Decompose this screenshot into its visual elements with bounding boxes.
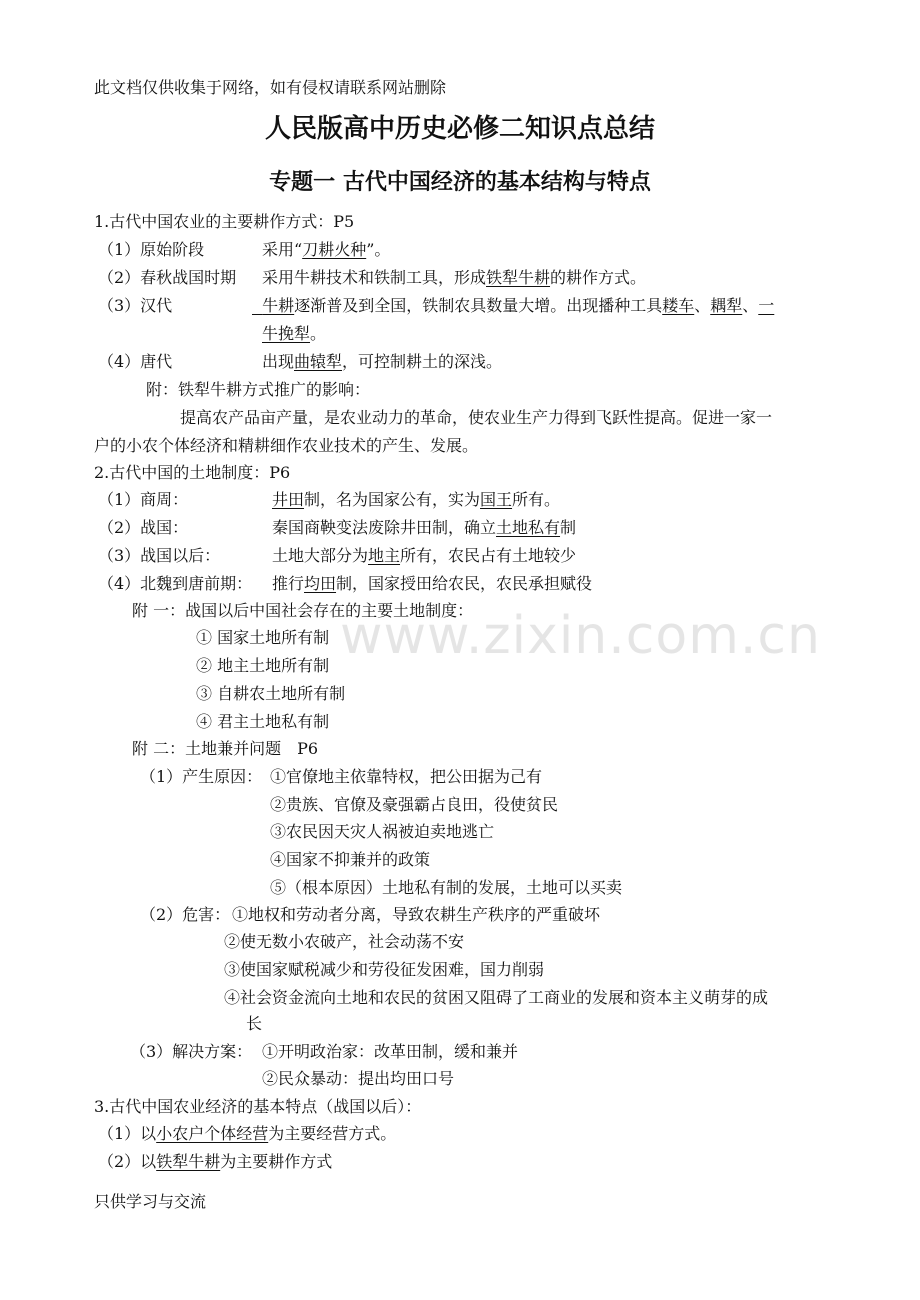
s3-item-2: （2）以铁犁牛耕为主要耕作方式	[98, 1152, 333, 1171]
s1-item-1-label: （1）原始阶段	[98, 240, 205, 259]
harms-label: （2）危害：	[140, 905, 231, 924]
solution-item: ①开明政治家：改革田制，缓和兼并	[262, 1042, 519, 1061]
footer-note: 只供学习与交流	[94, 1192, 207, 1211]
s1-item-1-text: 采用“刀耕火种”。	[262, 240, 391, 259]
header-note: 此文档仅供收集于网络，如有侵权请联系网站删除	[94, 78, 447, 97]
section-2-heading: 2.古代中国的土地制度：P6	[94, 463, 291, 482]
s3-item-1: （1）以小农户个体经营为主要经营方式。	[98, 1124, 397, 1143]
s1-item-3-text: 牛耕逐渐普及到全国，铁制农具数量大增。出现播种工具耧车、耦犁、一	[262, 296, 775, 315]
s2-item-1-text: 井田制，名为国家公有，实为国王所有。	[272, 490, 561, 509]
document-title: 人民版高中历史必修二知识点总结	[264, 114, 655, 144]
document-subtitle: 专题一 古代中国经济的基本结构与特点	[269, 170, 651, 195]
s2-item-3-label: （3）战国以后：	[98, 546, 221, 565]
cause-item: ①官僚地主依靠特权，把公田据为己有	[270, 767, 543, 786]
cause-item: ④国家不抑兼并的政策	[270, 850, 431, 869]
section-3-heading: 3.古代中国农业经济的基本特点（战国以后）：	[94, 1097, 422, 1116]
harm-item-wrap: 长	[246, 1014, 263, 1033]
harm-item: ④社会资金流向土地和农民的贫困又阻碍了工商业的发展和资本主义萌芽的成	[224, 988, 769, 1007]
s2-item-4-text: 推行均田制，国家授田给农民，农民承担赋役	[272, 574, 593, 593]
s2-appendix-1-heading: 附 一：战国以后中国社会存在的主要土地制度：	[132, 601, 474, 620]
solutions-label: （3）解决方案：	[130, 1042, 253, 1061]
s1-appendix-paragraph-line-2: 户的小农个体经济和精耕细作农业技术的产生、发展。	[94, 436, 479, 455]
section-1-heading: 1.古代中国农业的主要耕作方式：P5	[94, 212, 355, 231]
s2-item-3-text: 土地大部分为地主所有，农民占有土地较少	[272, 546, 577, 565]
s1-item-2-text: 采用牛耕技术和铁制工具，形成铁犁牛耕的耕作方式。	[262, 268, 647, 287]
s1-appendix-heading: 附：铁犁牛耕方式推广的影响：	[146, 380, 371, 399]
land-system-item: ③ 自耕农土地所有制	[196, 684, 346, 703]
harm-item: ②使无数小农破产，社会动荡不安	[224, 932, 465, 951]
s1-appendix-paragraph-line-1: 提高农产品亩产量，是农业动力的革命，使农业生产力得到飞跃性提高。促进一家一	[180, 408, 773, 427]
s1-item-2-label: （2）春秋战国时期	[98, 268, 237, 287]
harm-item: ①地权和劳动者分离，导致农耕生产秩序的严重破坏	[232, 905, 601, 924]
harm-item: ③使国家赋税减少和劳役征发困难，国力削弱	[224, 960, 545, 979]
s1-item-3-label: （3）汉代	[98, 296, 173, 315]
land-system-item: ① 国家土地所有制	[196, 628, 330, 647]
s2-appendix-2-heading: 附 二：土地兼并问题 P6	[132, 739, 319, 758]
cause-item: ②贵族、官僚及豪强霸占良田，役使贫民	[270, 795, 559, 814]
cause-item: ③农民因天灾人祸被迫卖地逃亡	[270, 822, 495, 841]
s2-item-4-label: （4）北魏到唐前期：	[98, 574, 253, 593]
watermark: www.zixin.com.cn	[340, 606, 821, 666]
cause-item: ⑤（根本原因）土地私有制的发展，土地可以买卖	[270, 878, 623, 897]
land-system-item: ④ 君主土地私有制	[196, 712, 330, 731]
s2-item-2-label: （2）战国：	[98, 518, 189, 537]
s2-item-2-text: 秦国商鞅变法废除井田制，确立土地私有制	[272, 518, 577, 537]
causes-label: （1）产生原因：	[140, 767, 263, 786]
s1-item-3-text-wrap: 牛挽犁。	[262, 324, 327, 343]
land-system-item: ② 地主土地所有制	[196, 656, 330, 675]
solution-item: ②民众暴动：提出均田口号	[262, 1069, 455, 1088]
s2-item-1-label: （1）商周：	[98, 490, 189, 509]
s1-item-4-text: 出现曲辕犁，可控制耕土的深浅。	[262, 352, 503, 371]
s1-item-4-label: （4）唐代	[98, 352, 173, 371]
